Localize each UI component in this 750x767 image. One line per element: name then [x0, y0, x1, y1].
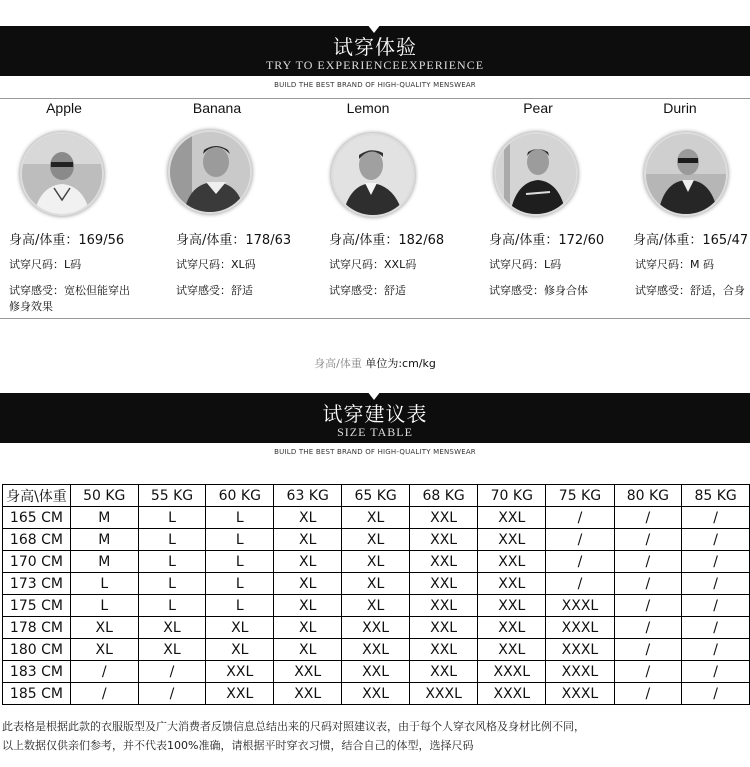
size-table-cell: XL — [342, 573, 410, 595]
size-table-cell: / — [682, 661, 750, 683]
model-name: Durin — [663, 100, 697, 116]
size-table-cell: / — [614, 529, 682, 551]
size-table-cell: / — [614, 661, 682, 683]
size-table-cell: XL — [342, 529, 410, 551]
model-card-banana — [137, 100, 297, 120]
model-stat-banana: 身高/体重：178/63 — [176, 233, 292, 248]
size-table-height-cell: 185 CM — [3, 683, 71, 705]
size-table-cell: / — [546, 507, 614, 529]
size-table-cell: M — [70, 529, 138, 551]
size-table-cell: XXL — [274, 683, 342, 705]
size-table-cell: XL — [274, 595, 342, 617]
table-row — [3, 595, 750, 617]
size-table-weight-header: 80 KG — [614, 485, 682, 507]
model-size-pear: 试穿尺码：L码 — [489, 258, 562, 271]
model-card-pear — [458, 100, 618, 120]
tryon-title-en: TRY TO EXPERIENCEEXPERIENCE — [265, 58, 485, 72]
size-table-cell: L — [206, 573, 274, 595]
model-name: Banana — [192, 100, 242, 116]
table-row — [3, 617, 750, 639]
size-table-cell: XXL — [410, 573, 478, 595]
size-table-cell: / — [682, 551, 750, 573]
model-photo-banana — [168, 130, 252, 214]
size-table-cell: XXL — [274, 661, 342, 683]
size-table-height-cell: 175 CM — [3, 595, 71, 617]
size-table-cell: XXL — [342, 683, 410, 705]
size-table-cell: XL — [274, 639, 342, 661]
size-table-cell: / — [682, 529, 750, 551]
tryon-title: 试穿体验 — [333, 35, 417, 59]
model-stat-lemon: 身高/体重：182/68 — [329, 233, 445, 248]
size-table-cell: XXL — [478, 595, 546, 617]
size-table-cell: / — [138, 661, 206, 683]
model-card-apple — [0, 100, 144, 120]
size-table-cell: / — [614, 683, 682, 705]
size-table-cell: XXL — [410, 595, 478, 617]
size-table-cell: / — [682, 507, 750, 529]
model-name: Pear — [523, 100, 553, 116]
size-table-cell: XXL — [478, 639, 546, 661]
size-table-cell: / — [70, 683, 138, 705]
size-table-cell: XL — [138, 639, 206, 661]
size-table-subtitle: BUILD THE BEST BRAND OF HIGH-QUALITY MENSWEAR — [274, 448, 476, 456]
size-table-cell: XL — [274, 617, 342, 639]
size-table-weight-header: 70 KG — [478, 485, 546, 507]
model-name: Apple — [46, 100, 82, 116]
size-table-weight-header: 85 KG — [682, 485, 750, 507]
model-stat-durin: 身高/体重：165/47 — [633, 233, 749, 248]
size-table-cell: XL — [342, 507, 410, 529]
size-table — [2, 484, 750, 705]
table-row — [3, 573, 750, 595]
size-table-cell: XXL — [410, 617, 478, 639]
footnote-line-1: 此表格是根据此款的衣服版型及广大消费者反馈信息总结出来的尺码对照建议表，由于每个人穿衣风格及身材比例不同， — [2, 720, 585, 733]
size-table-cell: L — [138, 595, 206, 617]
size-table-cell: L — [206, 595, 274, 617]
size-table-cell: XXL — [410, 551, 478, 573]
size-table-cell: XXL — [478, 617, 546, 639]
size-table-cell: / — [546, 529, 614, 551]
footnote-line-2: 以上数据仅供亲们参考，并不代表100%准确，请根据平时穿衣习惯，结合自己的体型，选择尺码 — [2, 739, 474, 752]
size-table-cell: XXL — [478, 573, 546, 595]
size-table-cell: L — [138, 573, 206, 595]
size-table-cell: XXXL — [546, 617, 614, 639]
size-table-weight-header: 55 KG — [138, 485, 206, 507]
size-table-cell: / — [70, 661, 138, 683]
size-table-cell: XXL — [478, 529, 546, 551]
model-feel-lemon: 试穿感受：舒适 — [329, 284, 406, 297]
size-table-weight-header: 50 KG — [70, 485, 138, 507]
size-table-cell: XL — [70, 617, 138, 639]
size-table-cell: L — [138, 507, 206, 529]
size-table-cell: XL — [342, 595, 410, 617]
size-table-cell: M — [70, 551, 138, 573]
size-table-cell: / — [614, 507, 682, 529]
size-table-cell: XL — [274, 507, 342, 529]
model-size-lemon: 试穿尺码：XXL码 — [329, 258, 417, 271]
size-table-cell: / — [546, 551, 614, 573]
model-size-durin: 试穿尺码：M 码 — [635, 258, 714, 271]
size-table-cell: XXL — [342, 661, 410, 683]
model-size-banana: 试穿尺码：XL码 — [176, 258, 256, 271]
table-row — [3, 507, 750, 529]
size-table-cell: / — [682, 573, 750, 595]
size-table-height-cell: 168 CM — [3, 529, 71, 551]
size-table-cell: L — [206, 507, 274, 529]
size-table-cell: XXXL — [546, 683, 614, 705]
size-table-cell: M — [70, 507, 138, 529]
table-row — [3, 551, 750, 573]
model-photo-pear — [494, 132, 578, 216]
model-photo-durin — [644, 132, 728, 216]
size-table-cell: XL — [274, 573, 342, 595]
size-table-cell: L — [138, 529, 206, 551]
size-table-cell: XXXL — [546, 639, 614, 661]
size-table-cell: XXL — [478, 551, 546, 573]
divider — [0, 318, 750, 319]
size-table-height-cell: 183 CM — [3, 661, 71, 683]
size-table-cell: / — [682, 617, 750, 639]
size-table-cell: L — [70, 595, 138, 617]
size-table-cell: / — [682, 639, 750, 661]
size-table-cell: / — [682, 683, 750, 705]
size-table-cell: / — [614, 573, 682, 595]
model-photo-apple — [20, 132, 104, 216]
size-table-corner: 身高\体重 — [3, 485, 71, 507]
size-table-cell: XXL — [410, 507, 478, 529]
table-row — [3, 529, 750, 551]
size-table-height-cell: 165 CM — [3, 507, 71, 529]
model-photo-lemon — [331, 133, 415, 217]
model-card-durin — [600, 100, 750, 120]
size-table-cell: L — [206, 551, 274, 573]
size-table-height-cell: 180 CM — [3, 639, 71, 661]
size-table-height-cell: 178 CM — [3, 617, 71, 639]
size-table-header-row — [3, 485, 750, 507]
size-table-cell: XXL — [342, 639, 410, 661]
divider — [0, 98, 750, 99]
size-table-cell: XXL — [478, 507, 546, 529]
model-size-apple: 试穿尺码：L码 — [9, 258, 82, 271]
size-table-cell: XXXL — [478, 661, 546, 683]
size-table-cell: XXL — [410, 639, 478, 661]
model-feel-pear: 试穿感受：修身合体 — [489, 284, 588, 297]
size-table-cell: XL — [70, 639, 138, 661]
size-table-cell: XXL — [206, 661, 274, 683]
tryon-banner — [0, 26, 750, 76]
size-table-cell: XL — [342, 551, 410, 573]
size-table-cell: / — [614, 617, 682, 639]
model-stat-apple: 身高/体重：169/56 — [9, 233, 125, 248]
size-table-title-en: SIZE TABLE — [337, 425, 413, 439]
size-table-cell: XL — [138, 617, 206, 639]
size-table-cell: / — [614, 551, 682, 573]
size-table-cell: XXL — [410, 661, 478, 683]
size-table-cell: L — [206, 529, 274, 551]
model-feel-durin: 试穿感受：舒适，合身 — [635, 284, 745, 297]
size-table-weight-header: 75 KG — [546, 485, 614, 507]
size-table-cell: L — [138, 551, 206, 573]
tryon-subtitle: BUILD THE BEST BRAND OF HIGH-QUALITY MENSWEAR — [274, 81, 476, 89]
size-table-cell: XL — [206, 639, 274, 661]
size-table-height-cell: 173 CM — [3, 573, 71, 595]
model-feel-apple: 试穿感受：宽松但能穿出 修身效果 — [9, 284, 130, 313]
size-table-cell: XXXL — [478, 683, 546, 705]
size-table-weight-header: 63 KG — [274, 485, 342, 507]
size-table-title: 试穿建议表 — [322, 402, 428, 426]
model-card-lemon — [288, 100, 448, 120]
size-table-cell: L — [70, 573, 138, 595]
size-table-weight-header: 68 KG — [410, 485, 478, 507]
size-table-cell: / — [614, 595, 682, 617]
size-table-cell: XXL — [410, 529, 478, 551]
table-row — [3, 683, 750, 705]
size-table-cell: XXXL — [546, 661, 614, 683]
unit-note: 身高/体重 单位为:cm/kg — [314, 357, 436, 370]
size-table-cell: XXL — [342, 617, 410, 639]
table-row — [3, 661, 750, 683]
size-table-cell: XXL — [206, 683, 274, 705]
size-table-cell: / — [682, 595, 750, 617]
size-table-cell: XL — [274, 529, 342, 551]
model-name: Lemon — [346, 100, 390, 116]
size-table-cell: XL — [274, 551, 342, 573]
size-table-cell: / — [546, 573, 614, 595]
size-table-cell: / — [614, 639, 682, 661]
size-table-cell: XL — [206, 617, 274, 639]
size-table-cell: XXXL — [410, 683, 478, 705]
down-arrow-icon — [367, 391, 381, 401]
size-table-height-cell: 170 CM — [3, 551, 71, 573]
table-row — [3, 639, 750, 661]
size-table-cell: XXXL — [546, 595, 614, 617]
down-arrow-icon — [367, 24, 381, 34]
size-table-weight-header: 65 KG — [342, 485, 410, 507]
model-feel-banana: 试穿感受：舒适 — [176, 284, 253, 297]
size-table-banner — [0, 393, 750, 443]
model-stat-pear: 身高/体重：172/60 — [489, 233, 605, 248]
size-table-weight-header: 60 KG — [206, 485, 274, 507]
size-table-cell: / — [138, 683, 206, 705]
